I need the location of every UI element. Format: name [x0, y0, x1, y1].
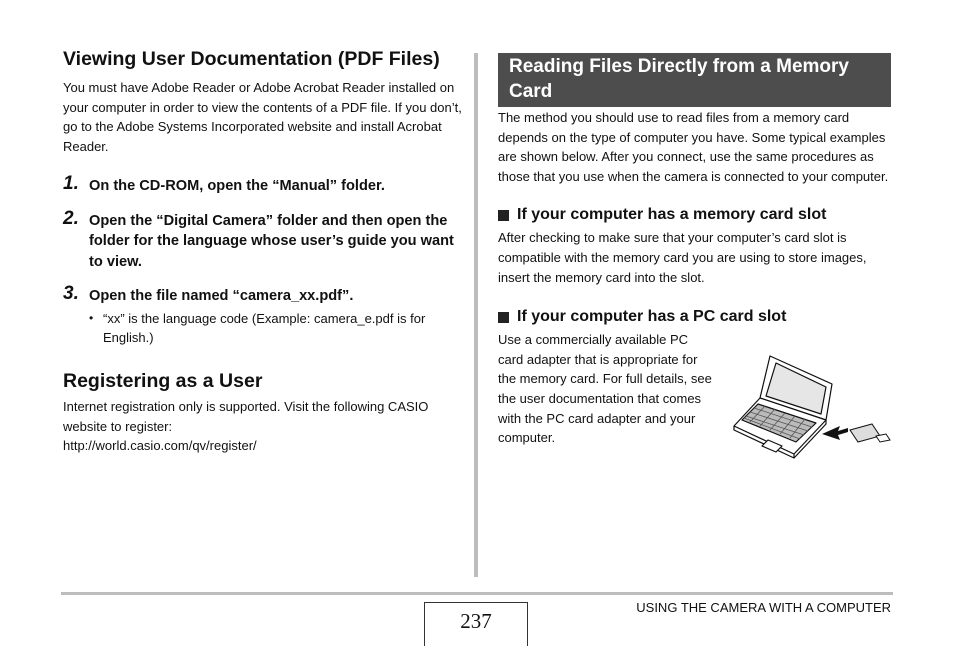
language-code-note — [89, 309, 463, 348]
registering-text: Internet registration only is supported. Visit the following CASIO website to register: — [63, 399, 429, 434]
pc-slot-heading — [498, 307, 894, 327]
column-divider — [474, 53, 478, 577]
left-column — [63, 46, 463, 456]
registration-url: http://world.casio.com/qv/register/ — [63, 438, 257, 454]
insert-arrow-icon — [822, 426, 848, 440]
memory-card-intro: The method you should use to read files from a memory card depends on the type of computer you have. Some typical examples are shown below. After you connect, use the same procedures as those that you use when the camera is connected to your computer. — [498, 110, 889, 184]
memory-card-banner: Reading Files Directly from a Memory Card — [498, 53, 891, 107]
viewing-docs-heading: Viewing User Documentation (PDF Files) — [63, 48, 440, 70]
square-bullet-icon — [498, 210, 509, 221]
step-1-text: On the CD-ROM, open the “Manual” folder. — [89, 178, 385, 195]
page-number: 237 — [424, 602, 528, 646]
step-2-number: 2. — [63, 207, 79, 229]
pc-slot-text: Use a commercially available PC card adapter that is appropriate for the memory card. For full details, see the user documentation that comes with the PC card adapter and your computer. — [498, 332, 712, 446]
step-3-number: 3. — [63, 283, 79, 305]
memory-slot-heading-text: If your computer has a memory card slot — [517, 206, 827, 224]
square-bullet-icon — [498, 312, 509, 323]
memory-slot-heading — [498, 205, 894, 225]
step-2-text: Open the “Digital Camera” folder and then open the folder for the language whose user’s guide you want to view. — [89, 212, 454, 270]
pc-slot-heading-text: If your computer has a PC card slot — [517, 308, 787, 326]
language-code-note-text: “xx” is the language code (Example: camera_e.pdf is for English.) — [103, 310, 426, 346]
bullet-dot-icon: • — [89, 310, 94, 325]
step-3-text: Open the file named “camera_xx.pdf”. — [89, 288, 354, 305]
registering-heading: Registering as a User — [63, 370, 263, 393]
step-3 — [63, 284, 463, 307]
footer-section-title: USING THE CAMERA WITH A COMPUTER — [636, 600, 891, 615]
memory-slot-text: After checking to make sure that your computer’s card slot is compatible with the memory card you are using to store images, insert the memory card into the slot. — [498, 230, 867, 285]
step-1-number: 1. — [63, 173, 79, 195]
viewing-docs-intro: You must have Adobe Reader or Adobe Acrobat Reader installed on your computer in order to view the contents of a PDF file. If you don’t, go to the Adobe Systems Incorporated website and install Acrobat Reader. — [63, 80, 462, 154]
footer-rule — [61, 592, 893, 595]
step-1 — [63, 174, 463, 197]
step-2 — [63, 209, 463, 273]
laptop-card-adapter-illustration — [730, 354, 894, 460]
